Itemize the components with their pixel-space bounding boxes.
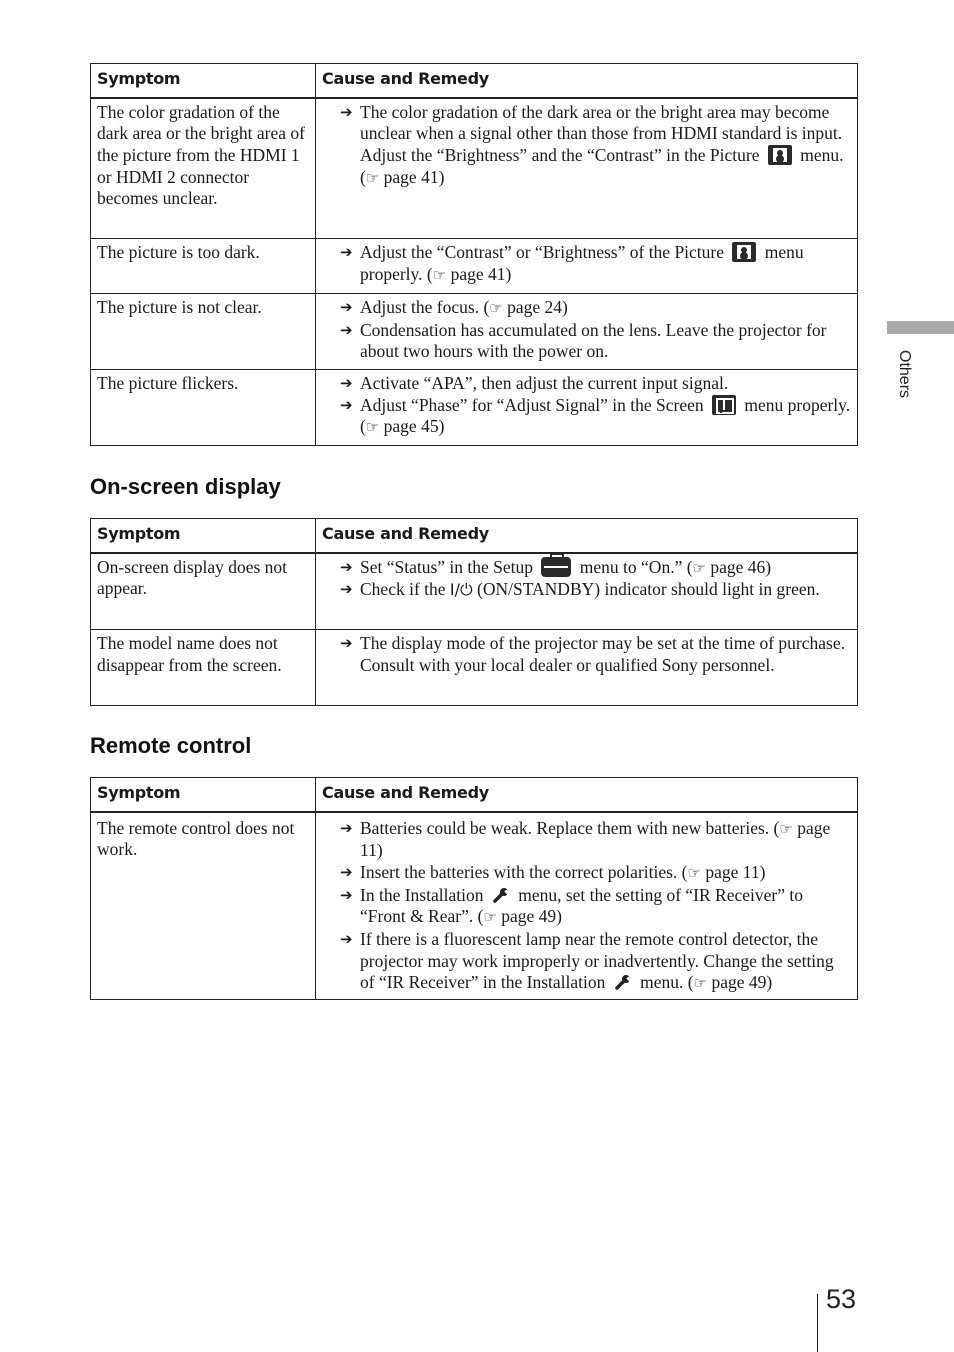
remedy-item: ➔ Adjust the “Contrast” or “Brightness” of the Picture menu properly. (☞ page 41): [340, 242, 804, 284]
pointing-finger-icon: ☞: [483, 908, 497, 927]
remedy-item: ➔ Activate “APA”, then adjust the current input signal.: [340, 373, 729, 393]
picture-menu-icon: [732, 242, 756, 262]
arrow-right-icon: ➔: [340, 818, 353, 837]
symptom-cell: The picture flickers.: [91, 370, 316, 446]
symptom-cell: The model name does not disappear from the screen.: [91, 630, 316, 706]
remedy-cell: [316, 239, 858, 294]
pointing-finger-icon: ☞: [365, 418, 380, 437]
remedy-item: ➔ Insert the batteries with the correct polarities. (☞ page 11): [340, 861, 766, 882]
arrow-right-icon: ➔: [340, 243, 353, 261]
section-side-tab: [887, 321, 954, 334]
symptom-cell: The picture is not clear.: [91, 294, 316, 370]
section-title-on-screen-display: On-screen display: [90, 474, 281, 499]
arrow-right-icon: ➔: [340, 374, 353, 392]
header-cause-remedy: Cause and Remedy: [316, 778, 858, 812]
screen-menu-icon: [712, 395, 736, 415]
remedy-item: ➔ The color gradation of the dark area or the bright area may become unclear when a signal other than those from HDMI standard is input. Adjust the “Brightness” and the “Contrast” in the Picture menu. (☞ page 41): [340, 101, 844, 187]
arrow-right-icon: ➔: [340, 298, 353, 316]
pointing-finger-icon: ☞: [779, 819, 793, 838]
symptom-cell: The picture is too dark.: [91, 239, 316, 294]
table-header-row: [91, 778, 858, 812]
arrow-right-icon: ➔: [340, 580, 353, 599]
header-symptom: Symptom: [91, 778, 316, 812]
wrench-icon: [614, 973, 632, 991]
header-cause-remedy: Cause and Remedy: [316, 64, 858, 98]
remedy-item: ➔ Set “Status” in the Setup menu to “On.” (☞ page 46): [340, 556, 772, 577]
remedy-cell: [316, 294, 858, 370]
table-row: [91, 630, 858, 706]
table-row: [91, 294, 858, 370]
table-row: [91, 812, 858, 1000]
table-row: [91, 370, 858, 446]
arrow-right-icon: ➔: [340, 320, 353, 339]
header-cause-remedy: Cause and Remedy: [316, 519, 858, 553]
arrow-right-icon: ➔: [340, 862, 353, 881]
remedy-cell: [316, 370, 858, 446]
table-row: [91, 553, 858, 630]
remedy-item: ➔ Condensation has accumulated on the lens. Leave the projector for about two hours with the power on.: [340, 319, 827, 362]
symptom-cell: The color gradation of the dark area or the bright area of the picture from the HDMI 1 or HDMI 2 connector becomes unclear.: [91, 98, 316, 239]
table-header-row: [91, 64, 858, 98]
pointing-finger-icon: ☞: [693, 974, 708, 993]
remedy-cell: [316, 630, 858, 706]
remedy-item: ➔ In the Installation menu, set the setting of “IR Receiver” to “Front & Rear”. (☞ page 49): [340, 884, 803, 927]
pointing-finger-icon: ☞: [432, 265, 447, 284]
side-tab-label: Others: [896, 350, 913, 399]
troubleshooting-table-on-screen-display: [90, 518, 858, 706]
table-row: [91, 239, 858, 294]
remedy-cell: [316, 812, 858, 1000]
arrow-right-icon: ➔: [340, 557, 353, 576]
remedy-item: ➔ Batteries could be weak. Replace them with new batteries. (☞ page 11): [340, 817, 831, 861]
symptom-cell: The remote control does not work.: [91, 812, 316, 1000]
arrow-right-icon: ➔: [340, 634, 353, 652]
page-number-divider: [817, 1294, 818, 1352]
section-title-remote-control: Remote control: [90, 733, 252, 758]
remedy-item: ➔ The display mode of the projector may be set at the time of purchase. Consult with your local dealer or qualified Sony personnel.: [340, 633, 845, 675]
header-symptom: Symptom: [91, 519, 316, 553]
remedy-cell: [316, 553, 858, 630]
arrow-right-icon: ➔: [340, 395, 353, 414]
setup-toolbox-icon: [541, 557, 571, 577]
remedy-item: ➔ Adjust “Phase” for “Adjust Signal” in the Screen menu properly. (☞ page 45): [340, 394, 851, 437]
remedy-cell: [316, 98, 858, 239]
pointing-finger-icon: ☞: [692, 558, 706, 577]
pointing-finger-icon: ☞: [687, 863, 701, 882]
remedy-item: ➔ Adjust the focus. (☞ page 24): [340, 297, 568, 317]
arrow-right-icon: ➔: [340, 102, 353, 121]
table-header-row: [91, 519, 858, 553]
remedy-item: ➔ Check if the I/⏻ (ON/STANDBY) indicator should light in green.: [340, 579, 820, 600]
table-row: [91, 98, 858, 239]
pointing-finger-icon: ☞: [365, 168, 380, 187]
troubleshooting-table-remote-control: [90, 777, 858, 1000]
arrow-right-icon: ➔: [340, 930, 353, 949]
picture-menu-icon: [768, 145, 792, 165]
power-standby-icon: I/⏻: [449, 580, 473, 600]
pointing-finger-icon: ☞: [489, 299, 503, 317]
header-symptom: Symptom: [91, 64, 316, 98]
symptom-cell: On-screen display does not appear.: [91, 553, 316, 630]
troubleshooting-table-picture: [90, 63, 858, 446]
remedy-item: ➔ If there is a fluorescent lamp near the remote control detector, the projector may work improperly or inadvertently. Change the setting of “IR Receiver” in the Installation menu. (☞ page 49): [340, 929, 834, 993]
wrench-icon: [492, 886, 510, 904]
arrow-right-icon: ➔: [340, 885, 353, 904]
page-number: 53: [826, 1284, 857, 1314]
